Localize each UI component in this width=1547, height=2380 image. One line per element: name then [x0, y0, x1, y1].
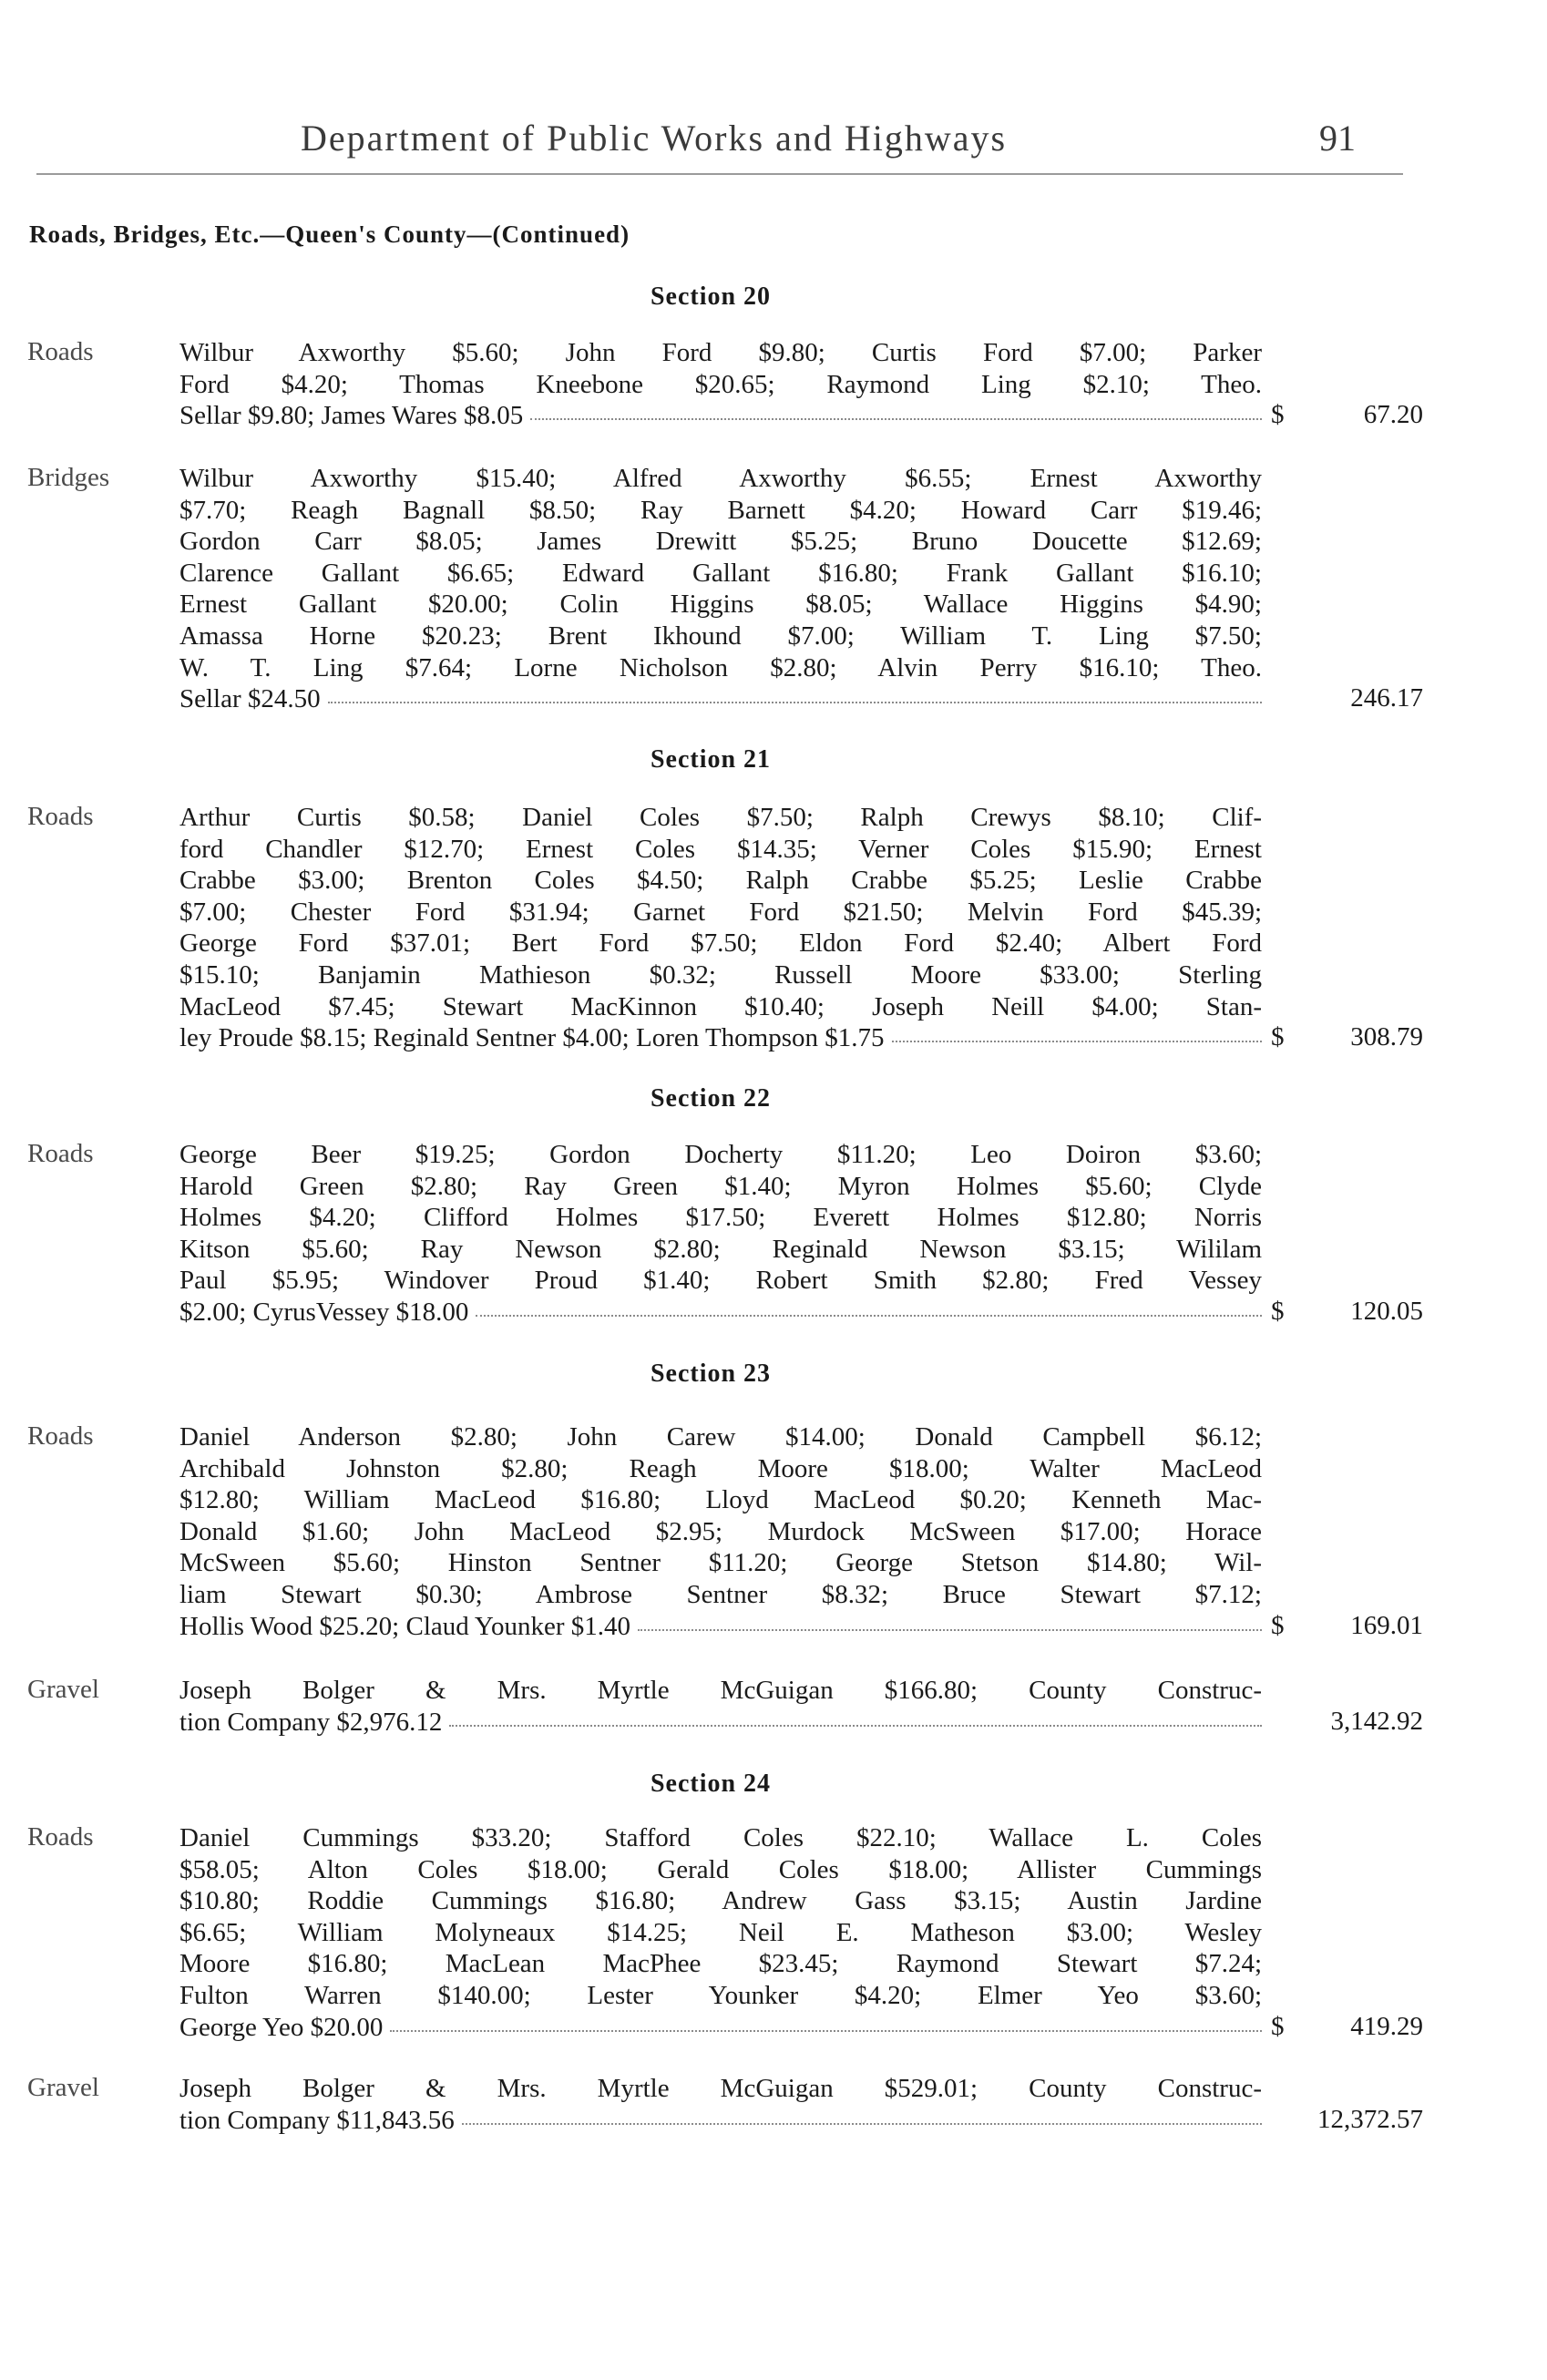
entry-line-text: tion Company $2,976.12 [179, 1707, 443, 1737]
entry-line-text: Hollis Wood $25.20; Claud Younker $1.40 [179, 1611, 630, 1641]
entry-line: Ernest Gallant $20.00; Colin Higgins $8.05; Wallace Higgins $4.90; [179, 590, 1262, 620]
entry-line [179, 2105, 1262, 2137]
dot-leader [530, 400, 1262, 420]
dollar-sign: $ [1271, 1022, 1285, 1052]
entry-line: Kitson $5.60; Ray Newson $2.80; Reginald Newson $3.15; Wililam [179, 1234, 1262, 1264]
entry-line [179, 683, 1262, 715]
entry-line: McSween $5.60; Hinston Sentner $11.20; George Stetson $14.80; Wil- [179, 1548, 1262, 1578]
entry-line: Clarence Gallant $6.65; Edward Gallant $16.80; Frank Gallant $16.10; [179, 558, 1262, 588]
section-heading: Section 20 [650, 282, 772, 311]
entry-amount: 308.79 [1350, 1022, 1423, 1052]
dollar-sign: $ [1271, 1611, 1285, 1640]
dot-leader [462, 2105, 1262, 2125]
entry-line: Harold Green $2.80; Ray Green $1.40; Myron Holmes $5.60; Clyde [179, 1171, 1262, 1201]
entry-line: Paul $5.95; Windover Proud $1.40; Robert Smith $2.80; Fred Vessey [179, 1266, 1262, 1296]
page-number: 91 [1319, 118, 1356, 159]
ledger-entry [27, 1421, 1421, 1645]
entry-line: MacLeod $7.45; Stewart MacKinnon $10.40; Joseph Neill $4.00; Stan- [179, 991, 1262, 1021]
entry-line [179, 1022, 1262, 1054]
entry-text [179, 1421, 1262, 1642]
entry-line: $7.70; Reagh Bagnall $8.50; Ray Barnett $4.20; Howard Carr $19.46; [179, 495, 1262, 525]
entry-line: $15.10; Banjamin Mathieson $0.32; Russell Moore $33.00; Sterling [179, 959, 1262, 990]
entry-line: Fulton Warren $140.00; Lester Younker $4.20; Elmer Yeo $3.60; [179, 1980, 1262, 2010]
dot-leader [390, 2012, 1262, 2032]
section-heading: Section 23 [650, 1359, 772, 1388]
entry-line: Moore $16.80; MacLean MacPhee $23.45; Raymond Stewart $7.24; [179, 1949, 1262, 1979]
entry-text [179, 2073, 1262, 2136]
entry-line: Wilbur Axworthy $15.40; Alfred Axworthy $6.55; Ernest Axworthy [179, 464, 1262, 493]
entry-line-text: tion Company $11,843.56 [179, 2105, 455, 2135]
entry-label: Roads [27, 1822, 94, 1852]
entry-label: Roads [27, 802, 94, 831]
entry-amount: 67.20 [1363, 400, 1423, 429]
dot-leader [892, 1022, 1262, 1042]
entry-text [179, 1675, 1262, 1738]
entry-line: Wilbur Axworthy $5.60; John Ford $9.80; Curtis Ford $7.00; Parker [179, 338, 1262, 367]
entry-line: $58.05; Alton Coles $18.00; Gerald Coles $18.00; Allister Cummings [179, 1854, 1262, 1884]
ledger-entry [27, 1822, 1421, 2046]
section-heading: Section 21 [650, 745, 772, 774]
entry-text [179, 463, 1262, 715]
ledger-entry [27, 2073, 1421, 2141]
entry-line: $6.65; William Molyneaux $14.25; Neil E. Matheson $3.00; Wesley [179, 1917, 1262, 1947]
entry-line [179, 1707, 1262, 1739]
entry-label: Gravel [27, 1675, 99, 1704]
entry-line: W. T. Ling $7.64; Lorne Nicholson $2.80; Alvin Perry $16.10; Theo. [179, 652, 1262, 682]
entry-line [179, 2012, 1262, 2044]
entry-line: Daniel Anderson $2.80; John Carew $14.00; Donald Campbell $6.12; [179, 1422, 1262, 1452]
header-rule [36, 173, 1403, 175]
dollar-sign: $ [1271, 2012, 1285, 2041]
ledger-entry [27, 802, 1421, 1057]
entry-line: Amassa Horne $20.23; Brent Ikhound $7.00; William T. Ling $7.50; [179, 621, 1262, 651]
subject-title: Roads, Bridges, Etc.—Queen's County—(Continued) [29, 221, 630, 248]
entry-amount: 246.17 [1350, 683, 1423, 713]
dot-leader [476, 1297, 1262, 1317]
entry-line: Daniel Cummings $33.20; Stafford Coles $22.10; Wallace L. Coles [179, 1823, 1262, 1852]
entry-line-text: ley Proude $8.15; Reginald Sentner $4.00; Loren Thompson $1.75 [179, 1023, 885, 1053]
ledger-entry [27, 463, 1421, 718]
entry-line: Archibald Johnston $2.80; Reagh Moore $18.00; Walter MacLeod [179, 1453, 1262, 1483]
entry-amount: 169.01 [1350, 1611, 1423, 1640]
entry-line: $10.80; Roddie Cummings $16.80; Andrew Gass $3.15; Austin Jardine [179, 1886, 1262, 1916]
entry-line-text: George Yeo $20.00 [179, 2012, 384, 2042]
entry-label: Gravel [27, 2073, 99, 2102]
dollar-sign: $ [1271, 1297, 1285, 1326]
entry-line: $12.80; William MacLeod $16.80; Lloyd MacLeod $0.20; Kenneth Mac- [179, 1485, 1262, 1515]
entry-line [179, 1611, 1262, 1643]
entry-text [179, 802, 1262, 1054]
dot-leader [449, 1707, 1262, 1727]
entry-label: Roads [27, 1421, 94, 1451]
entry-line-text: $2.00; CyrusVessey $18.00 [179, 1297, 469, 1327]
entry-amount: 12,372.57 [1317, 2105, 1423, 2134]
dollar-sign: $ [1271, 400, 1285, 429]
ledger-entry [27, 1675, 1421, 1743]
entry-line [179, 1297, 1262, 1328]
entry-text [179, 1822, 1262, 2043]
entry-line: $7.00; Chester Ford $31.94; Garnet Ford $21.50; Melvin Ford $45.39; [179, 897, 1262, 927]
entry-line: Crabbe $3.00; Brenton Coles $4.50; Ralph Crabbe $5.25; Leslie Crabbe [179, 866, 1262, 896]
section-heading: Section 22 [650, 1084, 772, 1113]
ledger-entry [27, 1139, 1421, 1330]
entry-label: Roads [27, 1139, 94, 1168]
entry-line-text: Sellar $24.50 [179, 684, 321, 714]
ledger-entry [27, 337, 1421, 437]
entry-line: Ford $4.20; Thomas Kneebone $20.65; Raymond Ling $2.10; Theo. [179, 369, 1262, 399]
entry-text [179, 1139, 1262, 1328]
entry-line: ford Chandler $12.70; Ernest Coles $14.35; Verner Coles $15.90; Ernest [179, 834, 1262, 864]
entry-line: George Ford $37.01; Bert Ford $7.50; Eldon Ford $2.40; Albert Ford [179, 928, 1262, 959]
entry-line: Joseph Bolger & Mrs. Myrtle McGuigan $166.80; County Construc- [179, 1676, 1262, 1705]
dot-leader [328, 683, 1262, 703]
entry-line: Holmes $4.20; Clifford Holmes $17.50; Everett Holmes $12.80; Norris [179, 1203, 1262, 1233]
entry-line: Arthur Curtis $0.58; Daniel Coles $7.50; Ralph Crewys $8.10; Clif- [179, 803, 1262, 832]
entry-amount: 3,142.92 [1330, 1707, 1423, 1736]
section-heading: Section 24 [650, 1770, 772, 1798]
dot-leader [638, 1611, 1262, 1631]
entry-line: Donald $1.60; John MacLeod $2.95; Murdock McSween $17.00; Horace [179, 1516, 1262, 1546]
entry-label: Roads [27, 337, 94, 366]
running-head: Department of Public Works and Highways [301, 118, 1008, 159]
entry-line: Joseph Bolger & Mrs. Myrtle McGuigan $529.01; County Construc- [179, 2074, 1262, 2103]
entry-line [179, 400, 1262, 432]
entry-amount: 120.05 [1350, 1297, 1423, 1326]
entry-amount: 419.29 [1350, 2012, 1423, 2041]
entry-text [179, 337, 1262, 432]
entry-line: Gordon Carr $8.05; James Drewitt $5.25; Bruno Doucette $12.69; [179, 527, 1262, 557]
entry-line: George Beer $19.25; Gordon Docherty $11.20; Leo Doiron $3.60; [179, 1140, 1262, 1169]
entry-line: liam Stewart $0.30; Ambrose Sentner $8.32; Bruce Stewart $7.12; [179, 1579, 1262, 1609]
entry-label: Bridges [27, 463, 110, 492]
entry-line-text: Sellar $9.80; James Wares $8.05 [179, 401, 524, 431]
